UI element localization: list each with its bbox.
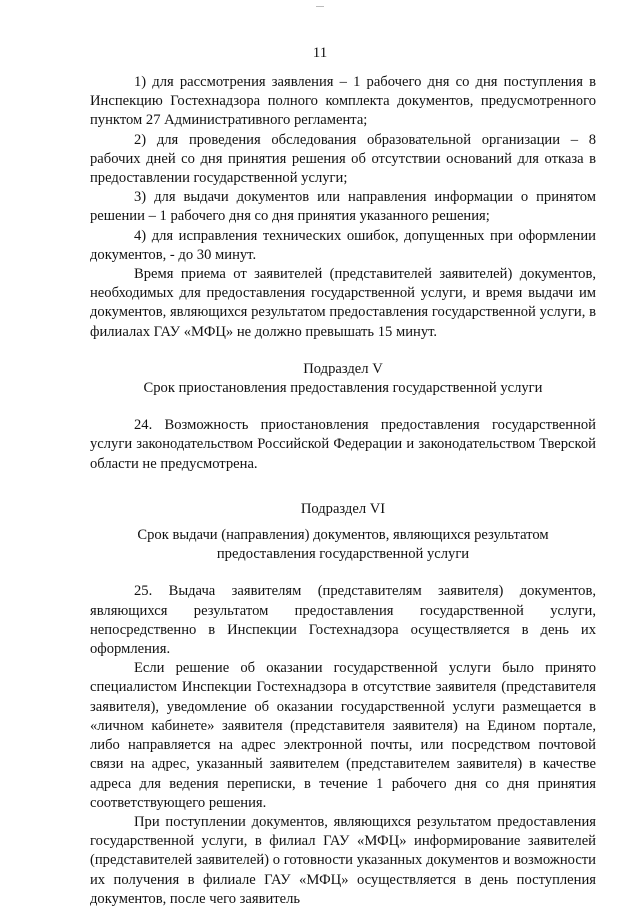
paragraph-notification: Если решение об оказании государственной услуги было принято специалистом Инспекции Гостехнадзора в отсутствие заявителя (представителя заявителя), уведомление об оказании государственной услуги размещается в «личном кабинете» заявителя (представителя заявителя) на Едином портале, либо направляется на адрес электронной почты, или посредством почтовой связи на адрес, указанный заявителем (представителем заявителя) в качестве адреса для ведения переписки, в течение 1 рабочего дня со дня принятия соответствующего решения. (90, 660, 596, 811)
paragraph-25: 25. Выдача заявителям (представителям заявителя) документов, являющихся результатом предоставления государственной услуги, непосредственно в Инспекции Гостехнадзора осуществляется в день их оформления. (90, 583, 596, 658)
subsection-v-heading: Подраздел V (303, 360, 383, 377)
subsection-v-title: Срок приостановления предоставления государственной услуги (143, 380, 543, 397)
paragraph-mfc-receipt: При поступлении документов, являющихся результатом предоставления государственной услуги, в филиал ГАУ «МФЦ» информирование заявителей (представителей заявителей) о готовности указанных документов и возможности их получения в филиале ГАУ «МФЦ» осуществляется в день поступления документов, после чего заявитель (90, 813, 596, 907)
paragraph-item-4: 4) для исправления технических ошибок, допущенных при оформлении документов, - до 30 минут. (90, 227, 596, 263)
paragraph-24: 24. Возможность приостановления предоставления государственной услуги законодательством Российской Федерации и законодательством Тверской области не предусмотрена. (90, 417, 596, 472)
paragraph-item-2: 2) для проведения обследования образовательной организации – 8 рабочих дней со дня принятия решения об отсутствии оснований для отказа в предоставлении государственной услуги; (90, 131, 596, 187)
paragraph-item-1: 1) для рассмотрения заявления – 1 рабочего дня со дня поступления в Инспекцию Гостехнадзора полного комплекта документов, предусмотренного пунктом 27 Административного регламента; (90, 74, 596, 129)
subsection-vi-title-line1: Срок выдачи (направления) документов, являющихся результатом (137, 527, 549, 544)
paragraph-item-3: 3) для выдачи документов или направления информации о принятом решении – 1 рабочего дня со дня принятия указанного решения; (90, 189, 596, 225)
paragraph-reception-time: Время приема от заявителей (представителей заявителей) документов, необходимых для предоставления государственной услуги, и время выдачи им документов, являющихся результатом предоставления государственной услуги, в филиалах ГАУ «МФЦ» не должно превышать 15 минут. (90, 266, 596, 340)
subsection-vi-title-line2: предоставления государственной услуги (216, 546, 470, 563)
subsection-vi-heading: Подраздел VI (300, 500, 386, 517)
document-body (90, 73, 596, 909)
page-number: 11 (312, 45, 328, 61)
scan-mark (316, 6, 324, 7)
